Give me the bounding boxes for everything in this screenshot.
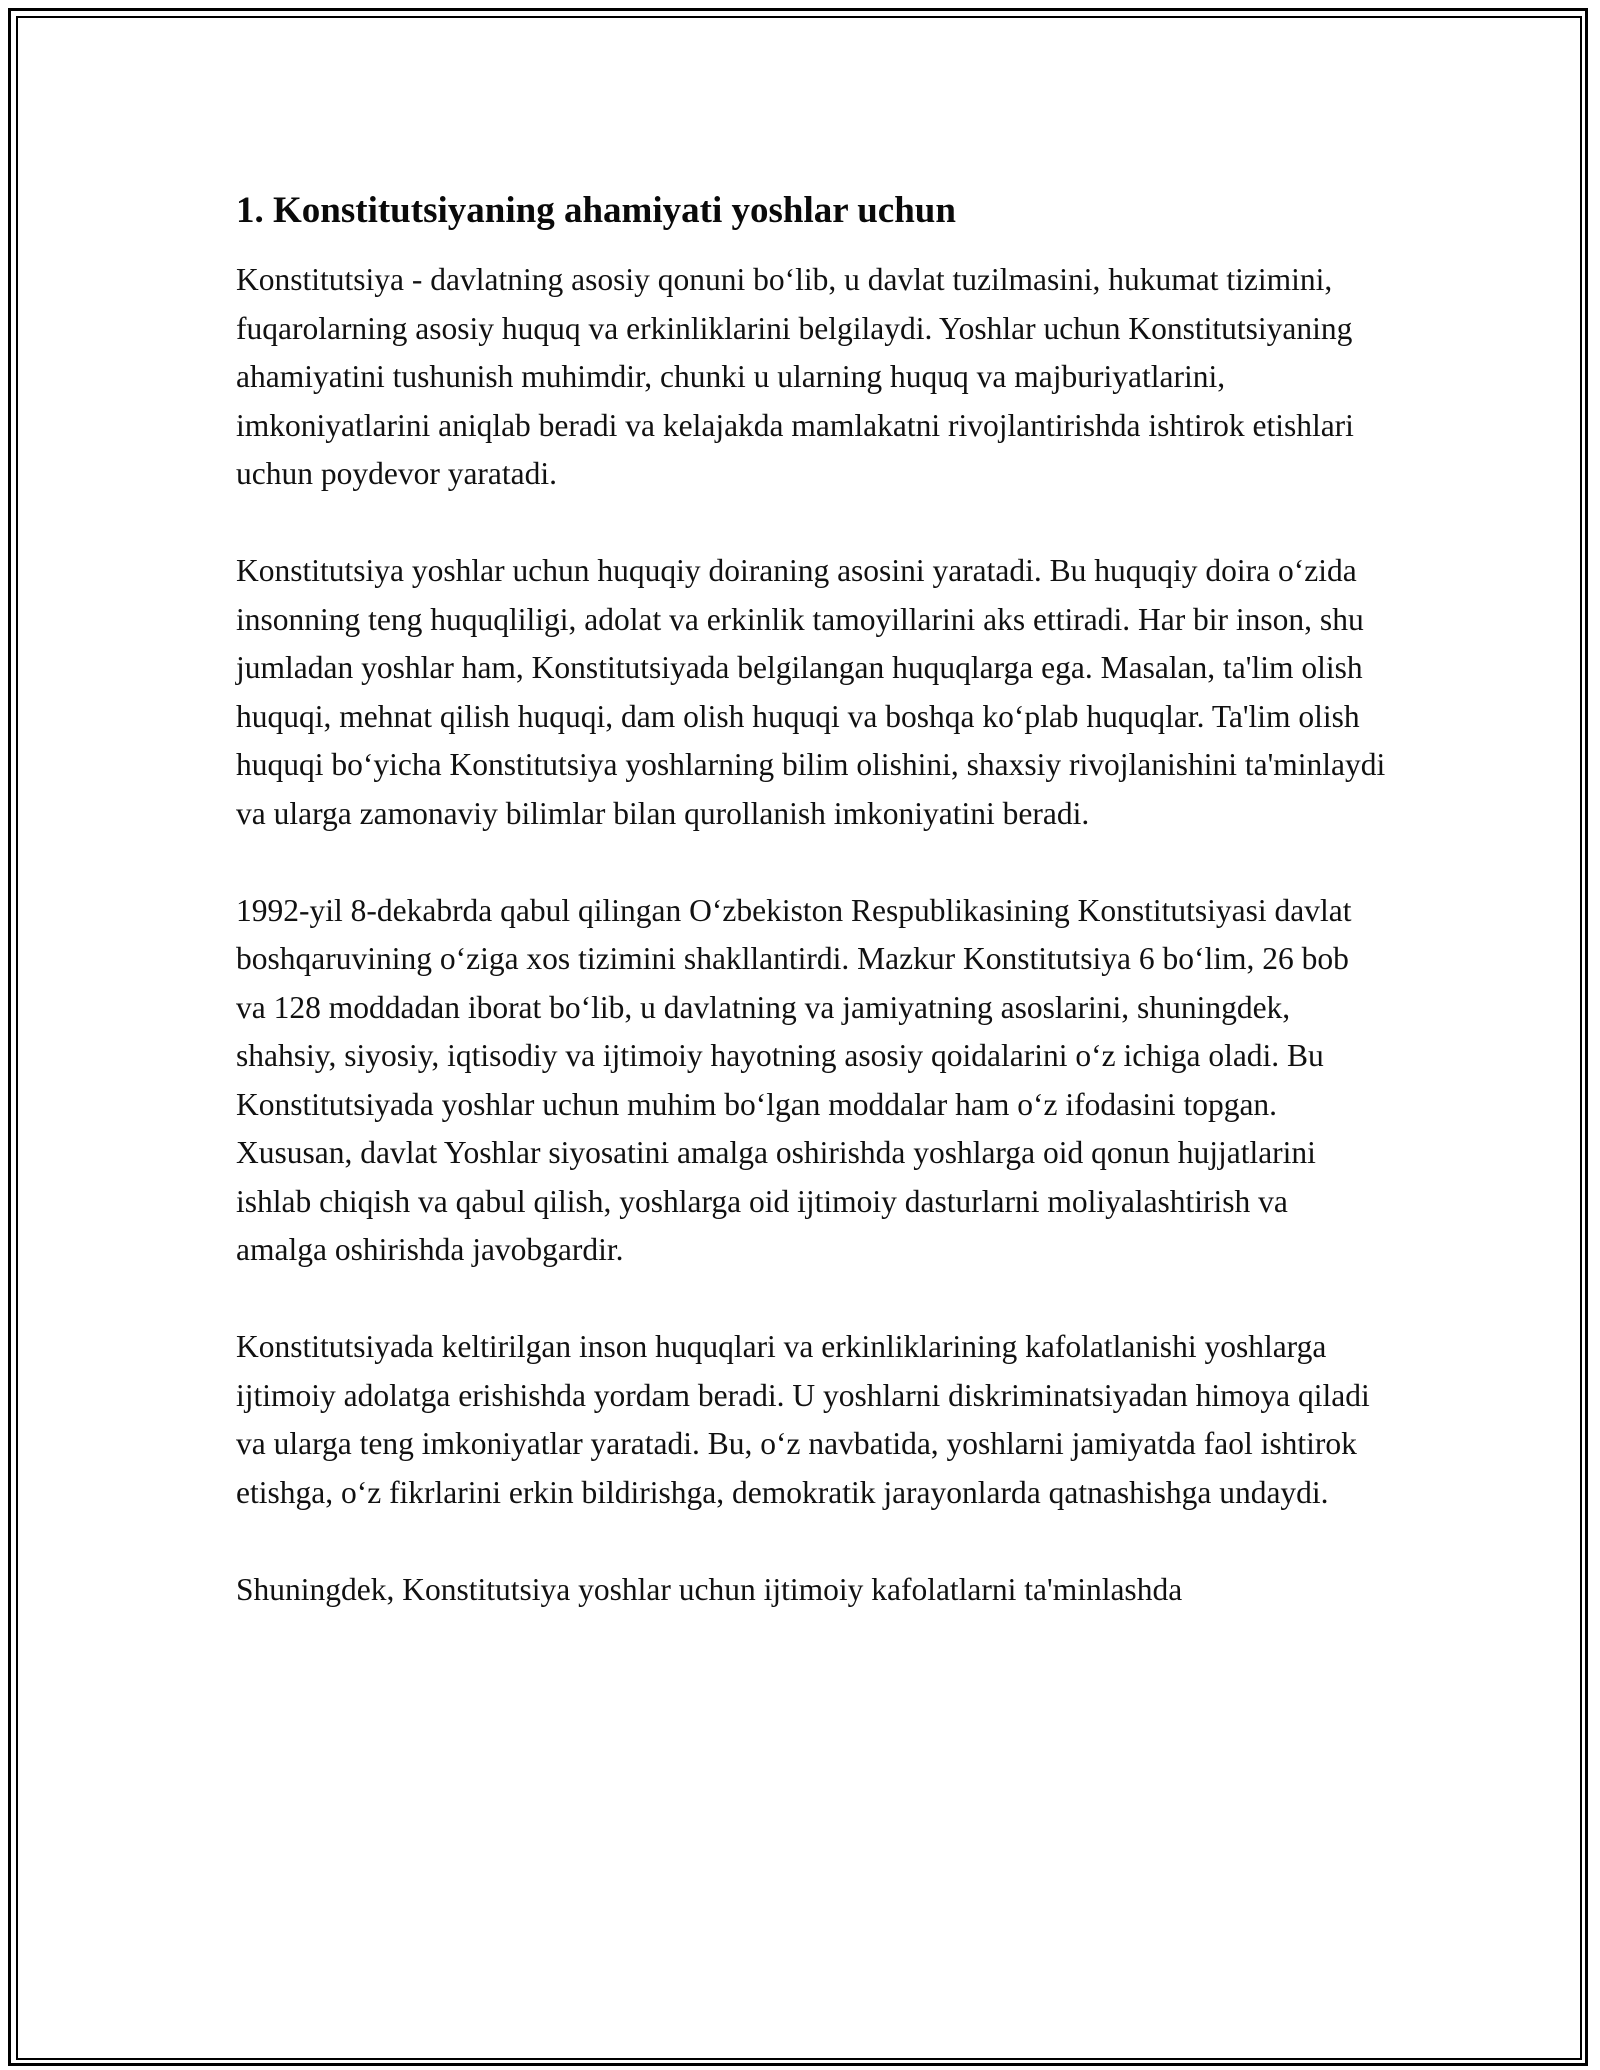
paragraph: Konstitutsiyada keltirilgan inson huquqlari va erkinliklarining kafolatlanishi yoshlarga ijtimoiy adolatga erishishda yordam beradi. U yoshlarni diskriminatsiyadan himoya qiladi va ularga teng imkoniyatlar yaratadi. Bu, o‘z navbatida, yoshlarni jamiyatda faol ishtirok etishga, o‘z fikrlarini erkin bildirishga, demokratik jarayonlarda qatnashishga undaydi. (236, 1329, 1370, 1510)
paragraph: 1992-yil 8-dekabrda qabul qilingan O‘zbekiston Respublikasining Konstitutsiyasi davlat boshqaruvining o‘ziga xos tizimini shakllantirdi. Mazkur Konstitutsiya 6 bo‘lim, 26 bob va 128 moddadan iborat bo‘lib, u davlatning va jamiyatning asoslarini, shuningdek, shahsiy, siyosiy, iqtisodiy va ijtimoiy hayotning asosiy qoidalarini o‘z ichiga oladi. Bu Konstitutsiyada yoshlar uchun muhim bo‘lgan moddalar ham o‘z ifodasini topgan. Xususan, davlat Yoshlar siyosatini amalga oshirishda yoshlarga oid qonun hujjatlarini ishlab chiqish va qabul qilish, yoshlarga oid ijtimoiy dasturlarni moliyalashtirish va amalga oshirishda javobgardir. (236, 892, 1352, 1267)
document-body (236, 188, 1386, 1614)
paragraph: Konstitutsiya yoshlar uchun huquqiy doiraning asosini yaratadi. Bu huquqiy doira o‘zida insonning teng huquqliligi, adolat va erkinlik tamoyillarini aks ettiradi. Har bir inson, shu jumladan yoshlar ham, Konstitutsiyada belgilangan huquqlarga ega. Masalan, ta'lim olish huquqi, mehnat qilish huquqi, dam olish huquqi va boshqa ko‘plab huquqlar. Ta'lim olish huquqi bo‘yicha Konstitutsiya yoshlarning bilim olishini, shaxsiy rivojlanishini ta'minlaydi va ularga zamonaviy bilimlar bilan qurollanish imkoniyatini beradi. (236, 553, 1386, 831)
paragraph: Konstitutsiya - davlatning asosiy qonuni bo‘lib, u davlat tuzilmasini, hukumat tizimini, fuqarolarning asosiy huquq va erkinliklarini belgilaydi. Yoshlar uchun Konstitutsiyaning ahamiyatini tushunish muhimdir, chunki u ularning huquq va majburiyatlarini, imkoniyatlarini aniqlab beradi va kelajakda mamlakatni rivojlantirishda ishtirok etishlari uchun poydevor yaratadi. (236, 262, 1354, 491)
section-heading: 1. Konstitutsiyaning ahamiyati yoshlar uchun (236, 190, 956, 231)
paragraph: Shuningdek, Konstitutsiya yoshlar uchun ijtimoiy kafolatlarni ta'minlashda (236, 1571, 1183, 1607)
